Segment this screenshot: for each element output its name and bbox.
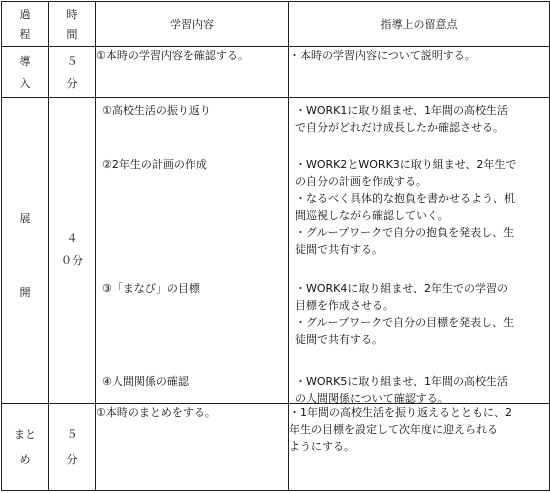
header-row — [2, 2, 550, 47]
develop-time — [49, 98, 96, 404]
develop-note-line: ・なるべく具体的な抱負を書かせるよう、机 — [295, 192, 515, 205]
summary-time-char-2: 分 — [66, 453, 78, 466]
summary-process-line-2: め — [19, 453, 31, 466]
intro-time-char-2: 分 — [66, 76, 78, 90]
develop-note-line: 間巡視しながら確認していく。 — [295, 209, 449, 222]
summary-content-text: ①本時のまとめをする。 — [96, 406, 216, 419]
header-time-char-1: 時 — [66, 7, 78, 21]
lesson-plan-table — [1, 1, 550, 491]
develop-note-line: 目標を作成させる。 — [295, 299, 394, 312]
develop-content-item-2: ②2年生の計画の作成 — [102, 158, 207, 171]
summary-note-line: ようにする。 — [289, 440, 355, 453]
develop-note-line: ・WORK4に取り組ませ、2年生での学習の — [295, 282, 509, 295]
develop-note-line: ・WORK5に取り組ませ、1年間の高校生活 — [295, 375, 509, 388]
develop-content-item-3: ③「まなび」の目標 — [102, 282, 200, 295]
header-time-char-2: 間 — [66, 27, 78, 41]
intro-content-text: ①本時の学習内容を確認する。 — [96, 49, 249, 62]
summary-process — [2, 404, 49, 491]
develop-notes-item-2 — [295, 156, 545, 258]
develop-content — [96, 98, 289, 404]
develop-time-line-2: ０分 — [61, 254, 83, 267]
intro-time — [49, 47, 96, 98]
develop-note-line: 徒間で共有する。 — [295, 243, 383, 256]
intro-process-char-2: 入 — [19, 76, 31, 90]
header-process-char-1: 過 — [19, 7, 31, 21]
intro-time-char-1: ５ — [66, 54, 78, 68]
develop-notes-item-3 — [295, 280, 545, 348]
develop-note-line: ・グループワークで自分の抱負を発表し、生 — [295, 226, 515, 239]
intro-content — [96, 47, 289, 98]
intro-notes — [289, 47, 550, 98]
develop-note-line: の自分の計画を作成する。 — [295, 175, 427, 188]
develop-content-item-4: ④人間関係の確認 — [102, 375, 189, 388]
summary-time — [49, 404, 96, 491]
develop-note-line: ・グループワークで自分の目標を発表し、生 — [295, 316, 515, 329]
develop-note-line: ・WORK2とWORK3に取り組ませ、2年生で — [295, 158, 517, 171]
develop-time-line-1: ４ — [66, 232, 78, 245]
header-notes: 指導上の留意点 — [289, 2, 550, 47]
summary-process-line-1: まと — [14, 428, 36, 441]
develop-row — [2, 98, 550, 404]
intro-process-char-1: 導 — [19, 54, 31, 68]
develop-content-item-1: ①高校生活の振り返り — [102, 104, 211, 117]
develop-note-line: の人間関係について確認する。 — [295, 392, 449, 405]
summary-note-line: 年生の目標を設定して次年度に迎えられる — [289, 423, 498, 436]
develop-process-char-2: 開 — [19, 286, 31, 299]
intro-note-line: ・本時の学習内容について説明する。 — [289, 49, 476, 62]
summary-time-char-1: ５ — [66, 428, 78, 441]
develop-notes — [289, 98, 550, 404]
header-time — [49, 2, 96, 47]
develop-note-line: で自分がどれだけ成長したか確認させる。 — [295, 121, 504, 134]
summary-notes — [289, 404, 550, 491]
summary-content — [96, 404, 289, 491]
header-process-char-2: 程 — [19, 27, 31, 41]
intro-row — [2, 47, 550, 98]
develop-note-line: 徒間で共有する。 — [295, 333, 383, 346]
develop-notes-item-1 — [295, 102, 545, 136]
develop-process — [2, 98, 49, 404]
develop-notes-item-4 — [295, 373, 545, 407]
summary-row — [2, 404, 550, 491]
develop-process-char-1: 展 — [19, 212, 31, 225]
header-process — [2, 2, 49, 47]
intro-process — [2, 47, 49, 98]
develop-note-line: ・WORK1に取り組ませ、1年間の高校生活 — [295, 104, 509, 117]
summary-note-line: ・1年間の高校生活を振り返えるとともに、2 — [289, 406, 512, 419]
header-content: 学習内容 — [96, 2, 289, 47]
